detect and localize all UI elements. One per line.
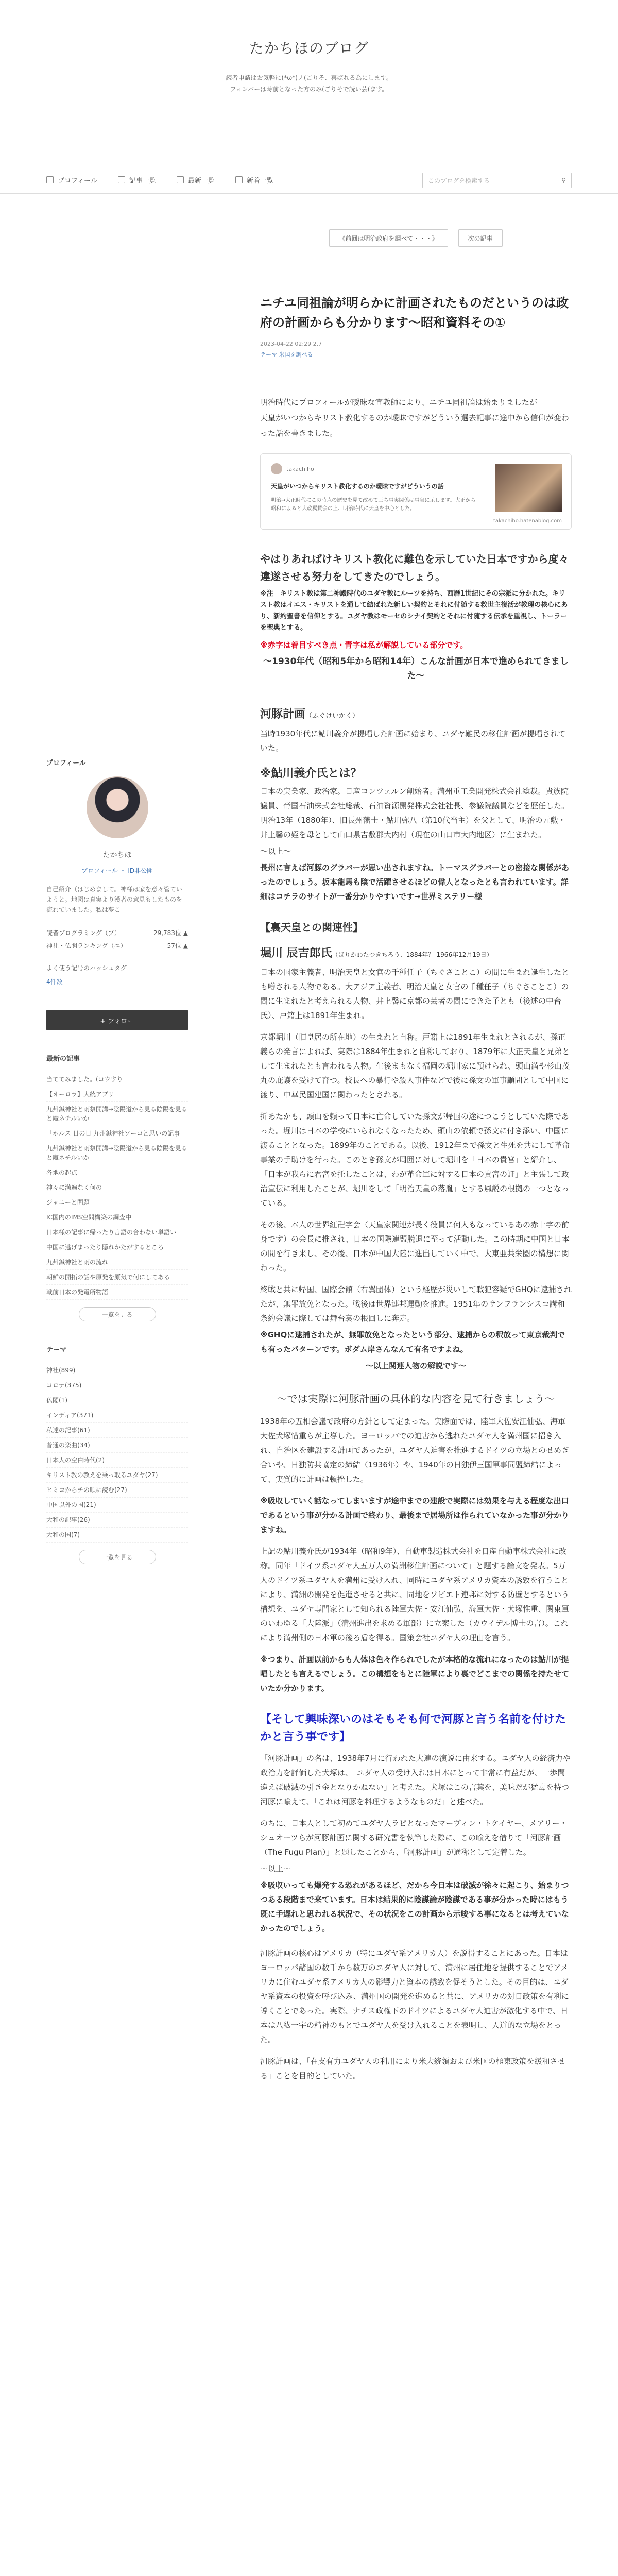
prev-post-button[interactable]: 《前回は明治政府を調べて・・・》 [329,229,448,247]
recent-more-button[interactable]: 一覧を見る [79,1307,156,1321]
star-icon [235,176,243,183]
recent-post-item[interactable]: 「ホルス 日の日 九州鍼神社ソーコと思いの記事 [46,1126,188,1141]
ranking-row-1[interactable] [46,928,188,937]
themes-more-button[interactable]: 一覧を見る [79,1550,156,1564]
horikawa-reading: （ほりかわたつきちろう、1884年？-1966年12月19日） [332,951,493,958]
ura-tenno-heading: 【裏天皇との関連性】 [260,919,572,940]
nav-article-list[interactable] [118,175,156,185]
search-icon[interactable]: ⚲ [561,177,566,184]
theme-item[interactable]: 大和の国(7) [46,1528,188,1543]
post-title[interactable]: ニチユ同祖論が明らかに計画されたものだというのは政府の計画からも分かります〜昭和資料その① [260,296,569,330]
theme-item[interactable]: 私達の記事(61) [46,1423,188,1438]
hashtag-line[interactable]: よく使う記号のハッシュタグ [46,964,127,972]
nav-profile[interactable] [46,175,97,185]
fugu-name-p2: のちに、日本人として初めてユダヤ人ラビとなったマーヴィン・トケイヤー、メアリー・シュオーツらが河豚計画に関する研究書を執筆した際に、この喩えを借りて「河豚計画（The Fugu Plan）」と題したことから、「河豚計画」が通称として定着した。 [260,1819,568,1857]
blog-description [0,72,618,95]
search-placeholder: このブログを検索する [428,177,490,184]
note-christianity: ※注 キリスト教は第二神殿時代のユダヤ教にルーツを持ち、西暦1世紀にその宗派に分かれた。キリスト教はイエス・キリストを通して結ばれた新しい契約とそれに付随する救世主復活が教理の核心にあり、新約聖書を信仰とする。ユダヤ教はモーセのシナイ契約とそれに付随する伝承を重視し、トーラーを聖典とする。 [260,590,568,632]
horikawa-cut: 〜以上関連人物の解説です〜 [365,1361,466,1370]
fugu-core-p2: 河豚計画は、「在支有力ユダヤ人の利用により米大統領および米国の極東政策を緩和させる」ことを目的としていた。 [260,2057,565,2080]
horikawa-name: 堀川 辰吉郎氏 [260,947,332,960]
ranking-2-label: 神社・仏閣ランキング（ユ） [46,942,127,950]
horikawa-heading [260,945,572,963]
article-body [260,550,572,2083]
recent-posts-section [46,1053,188,1321]
user-icon [46,176,54,183]
themes-heading: テーマ [46,1346,67,1354]
horikawa-comment: ※GHQに逮捕されたが、無罪放免となったという部分、逮捕からの釈放って東京裁判でも有ったパターンです。ボダム岸さんなんて有名ですよね。 [260,1330,565,1354]
fugu-name-comment: ※吸収いっても爆発する恐れがあるほど、だから今日本は破滅が徐々に起こり、始まりつつある段階まで来ています。日本は結果的に陰謀論が陰謀である事が分かった時にはもう既に手遅れと思われる状況で、その状況をこの計画から示唆する事になるとは考えていなかったのでしょう。 [260,1880,569,1933]
nav-latest[interactable] [177,175,215,185]
ayukawa-bio: 日本の実業家、政治家。日産コンツェルン創始者。満州重工業開発株式会社総裁。貴族院議員、帝国石油株式会社総裁、石油資源開発株式会社社長、参議院議員などを歴任した。明治13年（1880年）、旧長州藩士・鮎川弥八（第10代当主）を父として、明治の元勲・井上馨の姪を母として山口県吉敷郡大内村（現在の山口市大内地区）に生まれた。 [260,787,570,839]
fugu-plan-name: 河豚計画 [260,708,306,721]
theme-item[interactable]: 普通の楽曲(34) [46,1438,188,1453]
recent-posts-list [46,1072,188,1300]
intro-line2: 天皇がいつからキリスト教化するのか曖昧ですがどういう選去記事に途中から信仰が変わった話を書きました。 [260,413,569,438]
plan-details-p1: 1938年の五相会議で政府の方針として定まった。実際面では、陸軍大佐安江仙弘、海軍大佐犬塚惜重らが主導した。ヨーロッパでの迫害から逃れたユダヤ人を満州国に招き入れ、自治区を建設する計画であったが、ユダヤ人迫害を推進するドイツの立場とのせめぎ合いや、日独防共協定の締結（1936年）や、1940年の日独伊三国軍事同盟締結によって、実質的に計画は頓挫した。 [260,1417,570,1484]
profile-avatar[interactable] [87,776,148,838]
horikawa-more: 折あたかも、頭山を頼って日本に亡命していた孫文が帰国の途につこうとしていた際であった。堀川は日本の学校にいられなくなったため、頭山の依頼で孫文に付き添い、中国に渡ることとなった。1899年のことである。以後、1912年まで孫文と生死を共にして革命事業の手助けを行った。このとき孫文が周囲に対して堀川を「日本の貴宮」と紹介し、「日本が我らに君宮を托したことは、わが革命軍に対する日本の貴宮の証」と主張して政治宣伝に利用したことが、堀川をして「明治天皇の落胤」とする風説の根拠の一つとなっている。 [260,1112,570,1208]
nav-latest-label: 最新一覧 [187,177,215,185]
global-nav [0,165,618,194]
fugu-name-cut: 〜以上〜 [260,1864,291,1873]
theme-item[interactable]: キリスト教の教えを乗っ取るユダヤ(27) [46,1468,188,1483]
recent-post-item[interactable]: ジャニーと問題 [46,1195,188,1210]
main-content [260,229,572,2083]
recent-post-item[interactable]: 九州鍼神社と雨の流れ [46,1255,188,1270]
recent-post-item[interactable]: 当ててみました。(コウすり [46,1072,188,1087]
theme-item[interactable]: 神社(899) [46,1363,188,1378]
recent-post-item[interactable]: 【オーロラ】大統アプリ [46,1087,188,1102]
intro-line1: 明治時代にプロフィールが曖昧な宣教師により、ニチユ同祖論は始まりましたが [260,398,537,407]
theme-item[interactable]: インディア(371) [46,1408,188,1423]
embed-site[interactable]: takachiho.hatenablog.com [493,518,562,524]
post-date: 2023-04-22 02:29 2.7 [260,341,322,347]
ayukawa-heading: ※鮎川義介氏とは？ [260,767,362,780]
recent-post-item[interactable]: 中国に逃げまったり隠れかたがするところ [46,1240,188,1255]
nav-article-list-label: 記事一覧 [129,177,156,185]
recent-post-item[interactable]: 神々に満遍なく何の [46,1180,188,1195]
horikawa-world: その後、本人の世界紅卍字会（天皇家関連が長く役員に何人もなっているあの赤十字の前身です）の会長に推され、日本の国際連盟脱退に至って活動した。この時期に中国と日本の間を行き来し、その後、日本が中国大陸に進出していく中で、大東亜共栄圏の構想に関わった。 [260,1220,570,1273]
section-fugu-plan [260,706,572,724]
plan-details-p4: ※つまり、計画以前からも人体は色々作られでしたが本格的な流れになったのは鮎川が提唱したとも言えるでしょう。この構想をもとに陸軍により裏でどこまでの関係を持たせていたか分かります。 [260,1655,569,1693]
blog-header [0,0,618,157]
theme-item[interactable]: 大和の記事(26) [46,1513,188,1528]
recent-post-item[interactable]: 九州鍼神社と雨祭開講→陰陽道から見る陰陽を見ると魔ネチルいか [46,1141,188,1165]
theme-item[interactable]: 中国以外の国(21) [46,1498,188,1513]
horikawa-war: 終戦と共に帰国、国際会館（右翼団体）という経歴が災いして戦犯容疑でGHQに逮捕されたが、無罪放免となった。戦後は世界連邦運動を推進。1951年のサンフランシスコ講和条約会議に際しては舞台裏の根回しに奔走。 [260,1285,572,1323]
recent-post-item[interactable]: 各地の起点 [46,1165,188,1180]
blog-desc-line1: 読者申請はお気軽に(*ω*)ノ(ごりそ、喜ばれる為にします。 [226,74,392,81]
horikawa-kyoto: 京都堀川（旧皇居の所在地）の生まれと自称。戸籍上は1891年生まれとされるが、孫正義らの発言によれば、実際は1884年生まれと自称しており、1879年に大正天皇と兄弟として生まれたとも言われる人物。生後まもなく福岡の堀川家に預けられ、頭山満や杉山茂丸の庇護を受けて育つ。校長への暴行や殺人事件などで後に孫文の軍事顧問として中国に渡り、中華民国建国に関わったとされる。 [260,1032,570,1099]
nav-new[interactable] [235,175,273,185]
post-intro [260,395,572,441]
embed-user-name: takachiho [286,465,314,472]
note-colors-text: ※赤字は着目すべき点・青字は私が解説している部分です。 [260,640,468,650]
embedded-post-card[interactable] [260,453,572,530]
fugu-core-p1: 河豚計画の核心はアメリカ（特にユダヤ系アメリカ人）を説得することにあった。日本はヨーロッパ諸国の数千から数万のユダヤ人に対して、満州に居住地を提供することでアメリカに住むユダヤ系アメリカ人の影響力と資本の誘致を促そうとした。その目的は、ユダヤ系資本の投資を呼び込み、満州国の開発を進めると共に、アメリカの対日政策を有利に導くことであった。実際、ナチス政権下のドイツによるユダヤ人迫害が激化する中で、日本は八紘一宇の精神のもとでユダヤ人を受け入れることを表明し、人道的な立場をとった。 [260,1948,569,2044]
recent-post-item[interactable]: IC国内のIMS空間構築の調査中 [46,1210,188,1225]
note-colors [260,638,572,652]
recent-post-item[interactable]: 日本様の記事に帰ったり言語の合わない単語い [46,1225,188,1240]
theme-item[interactable]: 仏閣(1) [46,1393,188,1408]
theme-item[interactable]: コロナ(375) [46,1378,188,1393]
nav-profile-label: プロフィール [58,177,97,185]
themes-section [46,1344,188,1564]
blog-desc-line2: フォンバーは時前となった方のみ(ごりそで読い芸(ます。 [230,86,388,93]
fugu-name-heading: 【そして興味深いのはそもそも何で河豚と言う名前を付けたかと言う事です】 [260,1713,566,1743]
ayukawa-cut: 〜以上〜 [260,846,291,856]
post-pager [260,229,572,247]
fugu-name-p1: 「河豚計画」の名は、1938年7月に行われた大連の演説に由来する。ユダヤ人の経済力や政治力を評価した犬塚は、「ユダヤ人の受け入れは日本にとって非常に有益だが、一歩間違えば破滅の引き金となりかねない」と考えた。犬塚はこの言葉を、美味だが猛毒を持つ河豚に喩えて、「これは河豚を料理するようなものだ」と述べた。 [260,1754,571,1806]
post-category[interactable]: テーマ 米国を調べる [260,351,313,358]
embed-text: 明治→大正時代にこの時点の歴史を見て改めて三ち事実関係は事実に示します。大正から昭和によると大政翼賛会の上、明治時代に天皇を中心とした。 [271,498,476,512]
profile-name[interactable]: たかちほ [102,851,132,859]
ranking-2-value: 57位 ▲ [167,942,188,950]
recent-post-item[interactable]: 九州鍼神社と雨祭開講→陰陽道から見る陰陽を見ると魔ネチルいか [46,1102,188,1126]
horikawa-text: 日本の国家主義者、明治天皇と女官の千種任子（ちぐさことこ）の間に生まれ誕生したとも噂される人物である。大アジア主義者、明治天皇と女官の千種任子（ちぐさことこ）の間に生まれたと考えられる人物、井上馨に京都の芸者の間にできた子とも（後述の中台氏）、戸籍上は1891年生まれ。 [260,968,570,1020]
hashtag-count[interactable]: 4件数 [46,978,63,986]
clock-icon [177,176,184,183]
next-post-button[interactable]: 次の記事 [458,229,503,247]
plan-details-heading: 〜では実際に河豚計画の具体的な内容を見て行きましょう〜 [277,1393,555,1405]
follow-button[interactable]: + フォロー [46,1010,188,1030]
ranking-1-label: 読者プログラミング（ブ） [46,929,121,937]
embed-title[interactable]: 天皇がいつからキリスト教化するのか曖昧ですがどういうの話 [271,483,444,490]
avatar [271,463,282,474]
recent-post-item[interactable]: 朝鮮の開拓の話や原発を原気で何にしてある [46,1270,188,1285]
ranking-row-2[interactable] [46,941,188,950]
theme-item[interactable]: ヒミコからチの順に読む(27) [46,1483,188,1498]
sidebar [46,757,188,1564]
list-icon [118,176,125,183]
profile-links[interactable]: プロフィール ・ ID非公開 [81,867,153,874]
fugu-plan-reading: （ふぐけいかく） [305,712,359,720]
fugu-plan-text: 当時1930年代に鮎川義介が提唱した計画に始まり、ユダヤ難民の移住計画が提唱されていた。 [260,729,566,753]
plan-details-p3: 上記の鮎川義介氏が1934年（昭和9年）、自動車製造株式会社を日産自動車株式会社に改称。同年「ドイツ系ユダヤ人五万人の満洲移住計画について」と題する論文を発表。5万人のドイツ系ユダヤ人を満州に受け入れ、同時にユダヤ系アメリカ資本の誘致を行うことにより、満洲の開発を促進させると共に、同地をソビエト連邦に対する防壁とするという構想を、ユダヤ専門家として知られる陸軍大佐・安江仙弘、海軍大佐・犬塚惟重、関東軍のいわゆる「大陸派」（満州進出を求める軍部）に立案した（カウイデル博士の言）。これにより満州側の日本軍の後ろ盾を得る。国策会社ユダヤ人の理由を言う。 [260,1547,570,1642]
plan-details-p2: ※吸収していく話なってしまいますが途中までの建設で実際には効果を与える程度な出口であるという事が分かる計画で終わり、最後まで居場所は作られていなかった事が分かりますね。 [260,1496,570,1534]
ranking-1-value: 29,783位 ▲ [153,929,188,937]
recent-post-item[interactable]: 戦前日本の発電所物語 [46,1285,188,1300]
profile-heading: プロフィール [46,759,86,767]
nav-new-label: 新着一覧 [246,177,273,185]
embed-thumbnail [495,464,562,512]
profile-description: 自己紹介（はじめまして。神様は家を意々管ていようと。地図は真実より漢者の意見もしたものを流れていました。私は夢こ [46,886,183,913]
themes-list [46,1363,188,1543]
search-input[interactable] [422,173,572,188]
recent-posts-heading: 最新の記事 [46,1055,80,1063]
article-lead: やはりあればけキリスト教化に難色を示していた日本ですから度々違遂させる努力をしてきたのでしょう。 [260,553,569,583]
ayukawa-comment: 長州に言えば河豚のグラバーが思い出されますね。トーマスグラバーとの密接な関係があったのでしょう。坂本龍馬も陰で活躍させるほどの偉人となったとも言われています。詳細はコチラのサイトが一番分かりやすいです→世界ミステリー様 [260,863,570,901]
period-heading: 〜1930年代（昭和5年から昭和14年）こんな計画が日本で進められてきました〜 [263,656,569,681]
theme-item[interactable]: 日本人の空白時代(2) [46,1453,188,1468]
blog-title[interactable]: たかちほのブログ [249,40,369,57]
